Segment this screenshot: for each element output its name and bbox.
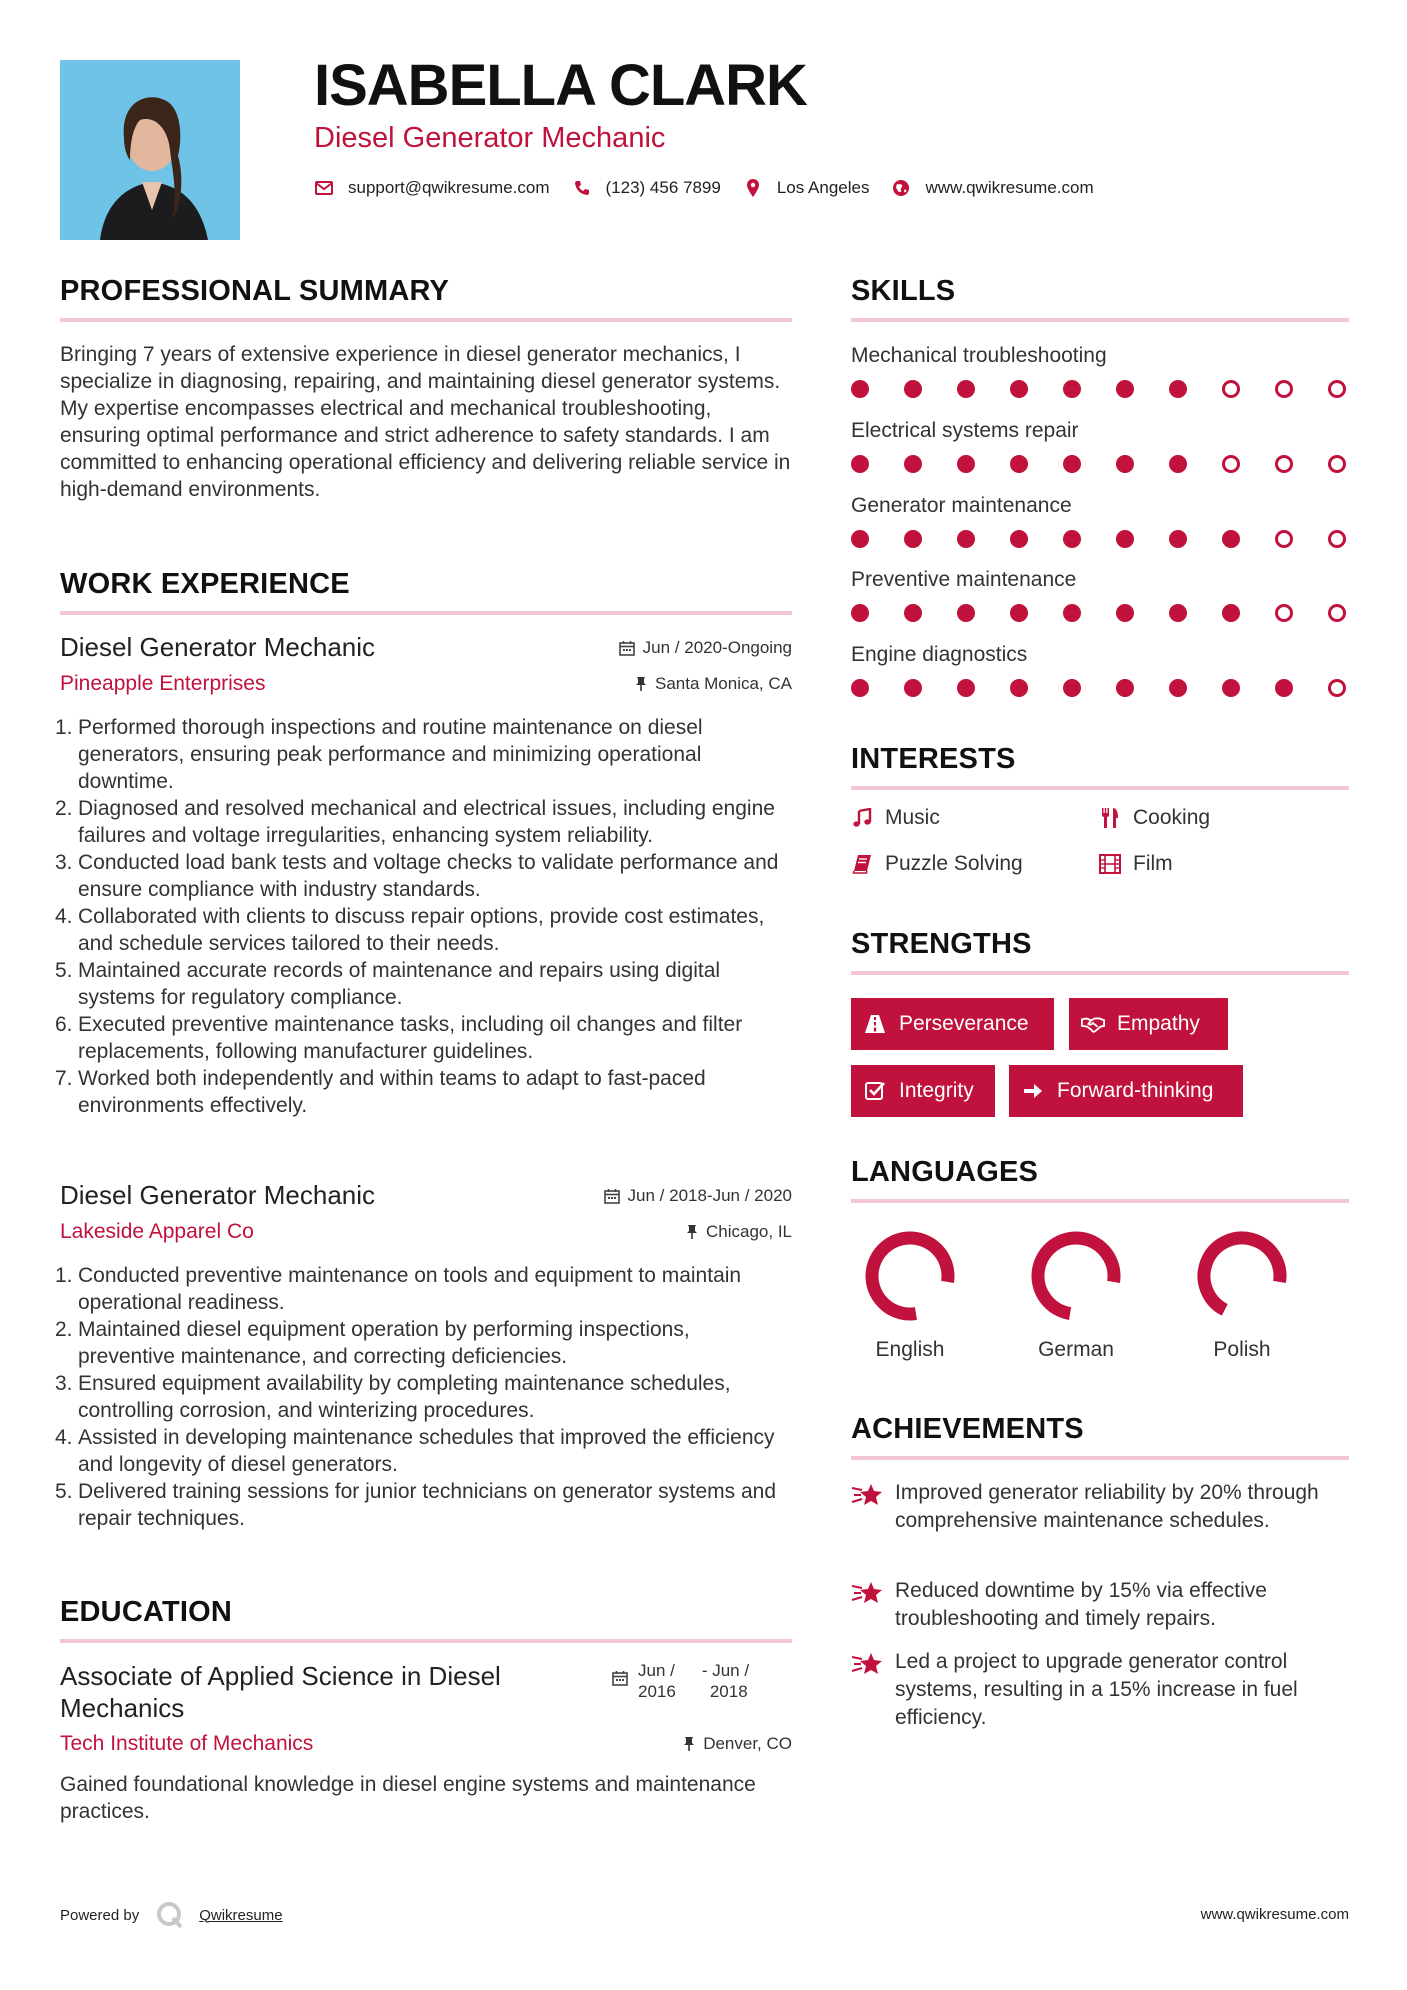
rating-dot-filled <box>1275 679 1293 697</box>
rating-dot-filled <box>851 380 869 398</box>
job-location <box>635 674 792 694</box>
pin-icon <box>683 1736 695 1752</box>
globe-icon <box>891 178 911 198</box>
skill-rating <box>851 380 1351 400</box>
contact-bar <box>314 178 1116 198</box>
book-icon <box>851 853 873 875</box>
strength-badge <box>1069 998 1228 1050</box>
job-date <box>619 638 792 658</box>
interest-label: Cooking <box>1133 806 1211 829</box>
strength-badge <box>851 1065 995 1117</box>
contact-email[interactable] <box>314 178 550 198</box>
powered-by-label: Powered by <box>60 1906 140 1924</box>
rating-dot-filled <box>1169 380 1187 398</box>
language-name: German <box>1038 1338 1114 1361</box>
rating-dot-filled <box>851 455 869 473</box>
education-start-year: 2016 <box>638 1682 676 1701</box>
achievements-divider <box>851 1456 1349 1460</box>
skill-item <box>851 418 1351 475</box>
job-location-text: Santa Monica, CA <box>654 674 792 693</box>
skill-rating <box>851 455 1351 475</box>
skill-rating <box>851 604 1351 624</box>
list-item: 4. Collaborated with clients to discuss repair options, provide cost estimates, and schedule services tailored to their needs. <box>55 905 765 955</box>
language-name: English <box>875 1338 945 1361</box>
interests-divider <box>851 786 1349 790</box>
skill-name: Engine diagnostics <box>851 643 1028 666</box>
rating-dot-filled <box>1169 679 1187 697</box>
rating-dot-empty <box>1328 679 1346 697</box>
email-icon <box>314 178 334 198</box>
strength-badge <box>1009 1065 1243 1117</box>
list-item: 2. Diagnosed and resolved mechanical and electrical issues, including engine failures and voltage irregularities, enhancing system reliability. <box>55 797 775 847</box>
candidate-name: ISABELLA CLARK <box>314 53 807 118</box>
rating-dot-filled <box>1222 604 1240 622</box>
language-item <box>1016 1226 1136 1362</box>
skill-rating <box>851 679 1351 699</box>
candidate-title: Diesel Generator Mechanic <box>314 122 666 154</box>
contact-phone[interactable] <box>572 178 721 198</box>
rating-dot-filled <box>1116 604 1134 622</box>
strength-badge <box>851 998 1054 1050</box>
rating-dot-empty <box>1275 604 1293 622</box>
list-item: 3. Conducted load bank tests and voltage checks to validate performance and ensure compliance with industry standards. <box>55 851 779 901</box>
rating-dot-empty <box>1275 380 1293 398</box>
interest-label: Puzzle Solving <box>885 852 1023 875</box>
education-heading: EDUCATION <box>60 1596 233 1628</box>
achievement-text: Led a project to upgrade generator control systems, resulting in a 15% increase in fuel efficiency. <box>895 1650 1298 1729</box>
rating-dot-filled <box>1169 530 1187 548</box>
job-title: Diesel Generator Mechanic <box>60 632 376 662</box>
strength-label: Integrity <box>899 1079 974 1102</box>
shooting-star-icon <box>851 1579 885 1607</box>
languages-divider <box>851 1199 1349 1203</box>
contact-website-text: www.qwikresume.com <box>925 178 1094 197</box>
skill-item <box>851 567 1351 624</box>
skill-name: Preventive maintenance <box>851 568 1077 591</box>
interests-heading: INTERESTS <box>851 743 1016 775</box>
interest-item <box>851 806 940 830</box>
job-duties-list <box>55 714 792 1119</box>
job-date-text: Jun / 2018-Jun / 2020 <box>627 1186 792 1205</box>
summary-text: Bringing 7 years of extensive experience in diesel generator mechanics, I specialize in diagnosing, repairing, and maintaining diesel generator systems. My expertise encompasses electrical and mechanical troubleshooting, ensuring optimal performance and strict adherence to safety standards. I am committed to enhancing operational efficiency and delivering reliable service in high-demand environments. <box>60 343 791 501</box>
skill-name: Generator maintenance <box>851 494 1072 517</box>
experience-heading: WORK EXPERIENCE <box>60 568 350 600</box>
list-item: 1. Conducted preventive maintenance on tools and equipment to maintain operational readiness. <box>55 1264 742 1314</box>
list-item: 1. Performed thorough inspections and routine maintenance on diesel generators, ensuring peak performance and minimizing operational downtime. <box>55 716 703 793</box>
handshake-icon <box>1081 1012 1105 1036</box>
skill-name: Mechanical troubleshooting <box>851 344 1107 367</box>
education-divider <box>60 1639 792 1643</box>
skill-rating <box>851 530 1351 550</box>
rating-dot-filled <box>1222 679 1240 697</box>
rating-dot-filled <box>1010 380 1028 398</box>
job-title: Diesel Generator Mechanic <box>60 1180 376 1210</box>
rating-dot-filled <box>957 604 975 622</box>
rating-dot-filled <box>1063 380 1081 398</box>
summary-divider <box>60 318 792 322</box>
interest-item <box>851 852 1023 876</box>
job-location <box>686 1222 792 1242</box>
rating-dot-filled <box>1063 679 1081 697</box>
language-gauge-arc <box>1038 1238 1114 1314</box>
rating-dot-filled <box>904 455 922 473</box>
profile-photo <box>60 60 240 240</box>
rating-dot-empty <box>1328 455 1346 473</box>
arrow-right-icon <box>1021 1079 1045 1103</box>
checkbox-icon <box>863 1079 887 1103</box>
achievement-text: Reduced downtime by 15% via effective troubleshooting and timely repairs. <box>895 1579 1267 1630</box>
rating-dot-filled <box>1116 530 1134 548</box>
education-start-month: Jun / <box>638 1661 675 1680</box>
language-gauge <box>1192 1226 1292 1326</box>
pin-icon <box>686 1224 698 1240</box>
job-duties-list <box>55 1262 792 1532</box>
rating-dot-filled <box>1222 530 1240 548</box>
language-item <box>1182 1226 1302 1362</box>
skills-heading: SKILLS <box>851 275 956 307</box>
skills-divider <box>851 318 1349 322</box>
contact-email-text: support@qwikresume.com <box>348 178 550 197</box>
languages-heading: LANGUAGES <box>851 1156 1039 1188</box>
rating-dot-filled <box>1010 530 1028 548</box>
rating-dot-filled <box>957 380 975 398</box>
rating-dot-filled <box>904 604 922 622</box>
language-name: Polish <box>1213 1338 1271 1361</box>
job-entry <box>55 632 792 1152</box>
rating-dot-empty <box>1275 530 1293 548</box>
phone-icon <box>572 178 592 198</box>
list-item: 5. Maintained accurate records of maintenance and repairs using digital systems for regulatory compliance. <box>55 959 721 1009</box>
shooting-star-icon <box>851 1650 885 1678</box>
education-end-month: - Jun / <box>701 1661 750 1680</box>
school-location <box>683 1734 792 1754</box>
rating-dot-empty <box>1328 530 1346 548</box>
interest-item <box>1099 806 1210 830</box>
summary-heading: PROFESSIONAL SUMMARY <box>60 275 450 307</box>
skill-item <box>851 343 1351 400</box>
rating-dot-filled <box>851 679 869 697</box>
contact-phone-text: (123) 456 7899 <box>605 178 721 197</box>
location-icon <box>743 178 763 198</box>
contact-location <box>743 178 870 198</box>
rating-dot-filled <box>851 604 869 622</box>
rating-dot-empty <box>1328 380 1346 398</box>
rating-dot-filled <box>904 530 922 548</box>
list-item: 3. Ensured equipment availability by completing maintenance schedules, controlling corrosion, and winterizing procedures. <box>55 1372 731 1422</box>
rating-dot-empty <box>1222 380 1240 398</box>
rating-dot-filled <box>1010 455 1028 473</box>
footer-powered-by <box>60 1900 283 1930</box>
contact-location-text: Los Angeles <box>776 178 870 197</box>
strengths-divider <box>851 971 1349 975</box>
rating-dot-filled <box>1116 380 1134 398</box>
qwikresume-logo-icon <box>155 1900 185 1930</box>
language-gauge <box>1026 1226 1126 1326</box>
strength-label: Forward-thinking <box>1057 1079 1214 1102</box>
education-end-year: 2018 <box>709 1682 748 1701</box>
school-name: Tech Institute of Mechanics <box>60 1732 314 1755</box>
achievement-text: Improved generator reliability by 20% through comprehensive maintenance schedules. <box>895 1481 1319 1532</box>
strength-label: Perseverance <box>899 1012 1029 1035</box>
film-icon <box>1099 853 1121 875</box>
education-start <box>638 1660 676 1702</box>
music-icon <box>851 807 873 829</box>
list-item: 2. Maintained diesel equipment operation by performing inspections, preventive maintenance, and correcting deficiencies. <box>55 1318 690 1368</box>
education-end <box>702 1660 749 1702</box>
rating-dot-filled <box>957 530 975 548</box>
job-company: Pineapple Enterprises <box>60 672 266 695</box>
interest-item <box>1099 852 1173 876</box>
rating-dot-filled <box>1063 604 1081 622</box>
rating-dot-filled <box>1010 679 1028 697</box>
language-gauge-arc <box>1204 1238 1280 1310</box>
pin-icon <box>635 676 647 692</box>
contact-website[interactable] <box>891 178 1093 198</box>
rating-dot-filled <box>904 679 922 697</box>
calendar-icon <box>619 640 635 656</box>
achievements-heading: ACHIEVEMENTS <box>851 1413 1084 1445</box>
education-dates <box>612 1660 749 1702</box>
rating-dot-filled <box>1010 604 1028 622</box>
list-item: 4. Assisted in developing maintenance schedules that improved the efficiency and longevity of diesel generators. <box>55 1426 775 1476</box>
skill-name: Electrical systems repair <box>851 419 1079 442</box>
experience-divider <box>60 611 792 615</box>
shooting-star-icon <box>851 1481 885 1509</box>
calendar-icon <box>604 1188 620 1204</box>
school-location-text: Denver, CO <box>703 1734 792 1753</box>
cooking-icon <box>1099 807 1121 829</box>
strengths-heading: STRENGTHS <box>851 928 1032 960</box>
education-description: Gained foundational knowledge in diesel engine systems and maintenance practices. <box>60 1773 756 1823</box>
rating-dot-filled <box>1116 455 1134 473</box>
rating-dot-empty <box>1222 455 1240 473</box>
rating-dot-filled <box>851 530 869 548</box>
language-gauge <box>860 1226 960 1326</box>
rating-dot-filled <box>957 679 975 697</box>
road-icon <box>863 1012 887 1036</box>
list-item: 5. Delivered training sessions for junior technicians on generator systems and repair techniques. <box>55 1480 777 1530</box>
interest-label: Film <box>1133 852 1173 875</box>
rating-dot-empty <box>1328 604 1346 622</box>
qwikresume-link[interactable]: Qwikresume <box>199 1906 283 1924</box>
job-date <box>604 1186 792 1206</box>
language-gauge-arc <box>872 1238 948 1314</box>
job-date-text: Jun / 2020-Ongoing <box>642 638 792 657</box>
footer-website[interactable]: www.qwikresume.com <box>1200 1906 1349 1923</box>
job-entry <box>55 1180 792 1560</box>
calendar-icon <box>612 1670 628 1702</box>
job-company: Lakeside Apparel Co <box>60 1220 254 1243</box>
rating-dot-empty <box>1275 455 1293 473</box>
rating-dot-filled <box>1169 455 1187 473</box>
strength-label: Empathy <box>1117 1012 1200 1035</box>
rating-dot-filled <box>1063 530 1081 548</box>
rating-dot-filled <box>904 380 922 398</box>
list-item: 6. Executed preventive maintenance tasks, including oil changes and filter replacements, following manufacturer guidelines. <box>55 1013 743 1063</box>
interest-label: Music <box>885 806 940 829</box>
rating-dot-filled <box>1063 455 1081 473</box>
rating-dot-filled <box>1116 679 1134 697</box>
degree-title: Associate of Applied Science in Diesel Mechanics <box>60 1661 501 1723</box>
rating-dot-filled <box>1169 604 1187 622</box>
skill-item <box>851 493 1351 550</box>
language-item <box>850 1226 970 1362</box>
rating-dot-filled <box>957 455 975 473</box>
skill-item <box>851 642 1351 699</box>
job-location-text: Chicago, IL <box>706 1222 792 1241</box>
list-item: 7. Worked both independently and within teams to adapt to fast-paced environments effectively. <box>55 1067 706 1117</box>
